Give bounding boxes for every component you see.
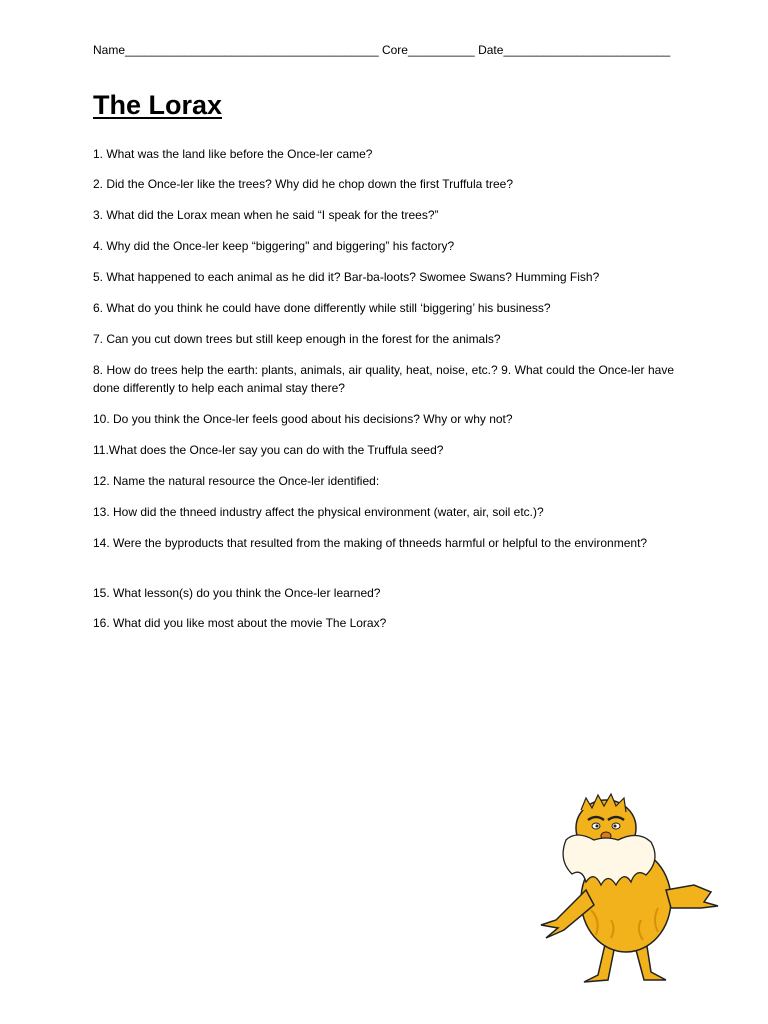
lorax-right-arm (666, 885, 718, 908)
page-title: The Lorax (93, 90, 223, 120)
question-10: 10. Do you think the Once-ler feels good about his decisions? Why or why not? (93, 412, 513, 426)
date-label: Date (478, 43, 504, 57)
header-fields (93, 43, 670, 57)
question-16: 16. What did you like most about the movie The Lorax? (93, 616, 387, 630)
question-11: 11.What does the Once-ler say you can do with the Truffula seed? (93, 443, 444, 457)
name-label: Name (93, 43, 126, 57)
core-field[interactable]: __________ (407, 43, 475, 57)
date-field[interactable]: _________________________ (503, 43, 671, 57)
question-5: 5. What happened to each animal as he did it? Bar-ba-loots? Swomee Swans? Humming Fish? (93, 270, 600, 284)
question-2: 2. Did the Once-ler like the trees? Why did he chop down the first Truffula tree? (93, 177, 513, 191)
lorax-illustration (536, 790, 726, 990)
question-7: 7. Can you cut down trees but still keep enough in the forest for the animals? (93, 332, 501, 346)
question-12: 12. Name the natural resource the Once-ler identified: (93, 474, 380, 488)
question-13: 13. How did the thneed industry affect the physical environment (water, air, soil etc.)? (93, 505, 544, 519)
question-4: 4. Why did the Once-ler keep “biggering" and biggering” his factory? (93, 239, 455, 253)
question-15: 15. What lesson(s) do you think the Once-ler learned? (93, 586, 381, 600)
name-field[interactable]: ______________________________________ (125, 43, 379, 57)
question-3: 3. What did the Lorax mean when he said “I speak for the trees?” (93, 208, 439, 222)
core-label: Core (381, 43, 408, 57)
question-14: 14. Were the byproducts that resulted from the making of thneeds harmful or helpful to the environment? (93, 536, 648, 550)
question-1: 1. What was the land like before the Once-ler came? (93, 147, 373, 161)
question-8: 8. How do trees help the earth: plants, animals, air quality, heat, noise, etc.? 9. What could the Once-ler have done differently to help each animal stay there? (93, 363, 674, 395)
question-6: 6. What do you think he could have done differently while still ‘biggering’ his business? (93, 301, 551, 315)
